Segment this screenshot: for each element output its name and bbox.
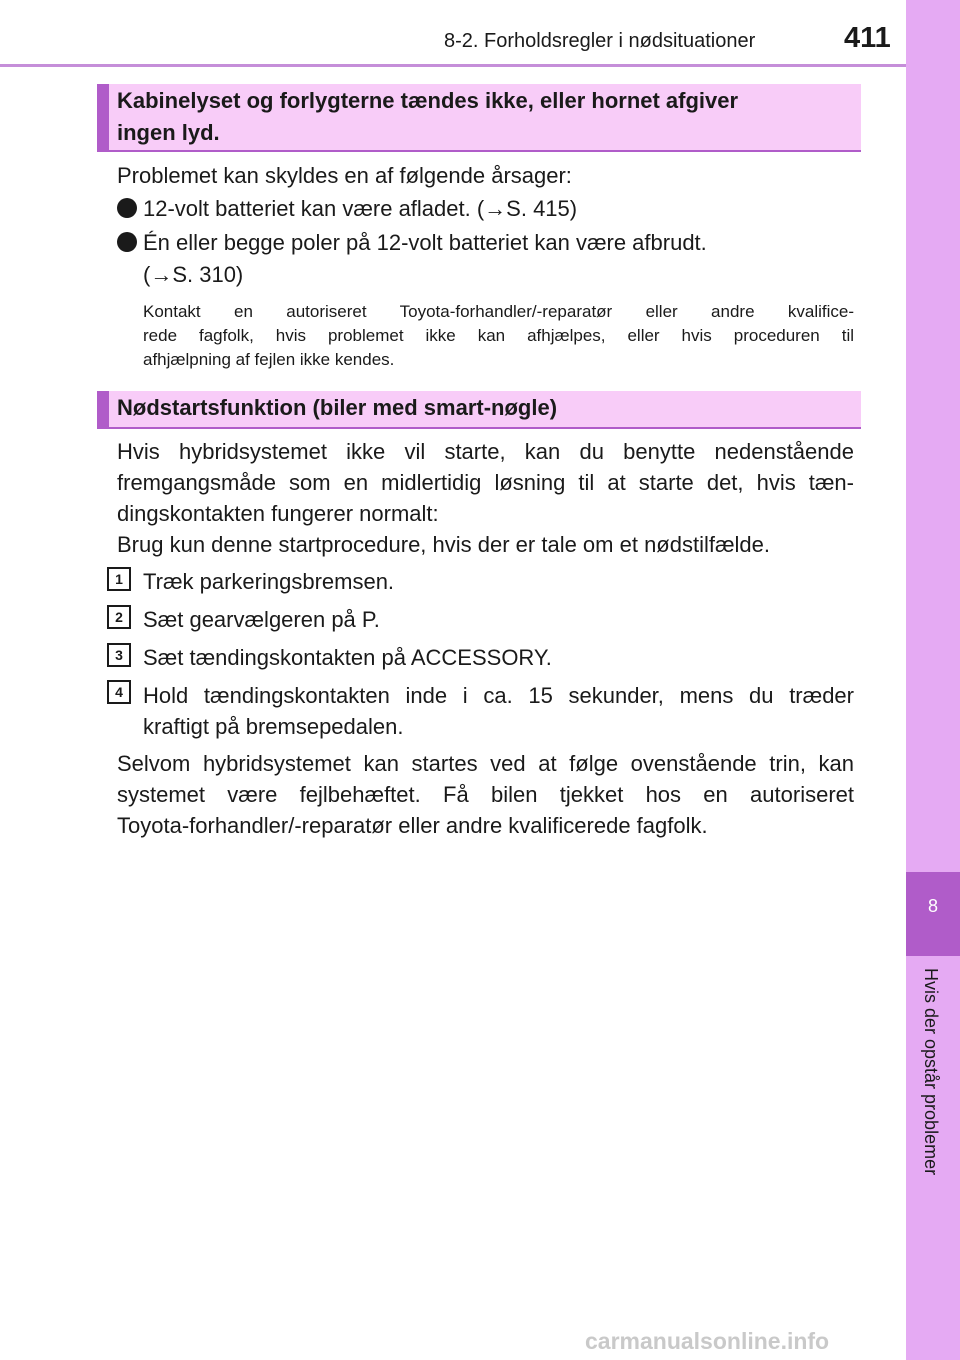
step-number-box: 3: [107, 643, 131, 667]
bullet-icon: [117, 198, 137, 218]
step-text: Sæt tændingskontakten på ACCESSORY.: [143, 645, 552, 670]
step-number-box: 2: [107, 605, 131, 629]
section-title: 8-2. Forholdsregler i nødsituationer: [444, 30, 756, 52]
step-text-continuation: kraftigt på bremsepedalen.: [143, 714, 404, 739]
intro-text: Problemet kan skyldes en af følgende årsager:: [117, 163, 572, 188]
chapter-title: Hvis der opstår problemer: [921, 968, 941, 1176]
note-line: rede fagfolk, hvis problemet ikke kan afhjælpes, eller hvis proceduren til: [143, 326, 854, 345]
note-line: afhjælpning af fejlen ikke kendes.: [143, 350, 395, 369]
closing-line: Toyota-forhandler/-reparatør eller andre kvalificerede fagfolk.: [117, 813, 708, 838]
paragraph-line: fremgangsmåde som en midlertidig løsning til at starte det, hvis tæn-: [117, 470, 854, 495]
note-text: [143, 300, 854, 372]
note-line: Kontakt en autoriseret Toyota-forhandler/-reparatør eller andre kvalifice-: [143, 302, 854, 321]
watermark-text: carmanualsonline.info: [585, 1328, 830, 1354]
step-text: Sæt gearvælgeren på P.: [143, 607, 380, 632]
heading-line-1: Kabinelyset og forlygterne tændes ikke, eller hornet afgiver: [117, 88, 739, 113]
closing-line: Selvom hybridsystemet kan startes ved at følge ovenstående trin, kan: [117, 751, 854, 776]
bullet-icon: [117, 232, 137, 252]
closing-line: systemet være fejlbehæftet. Få bilen tjekket hos en autoriseret: [117, 782, 854, 807]
paragraph-line: dingskontakten fungerer normalt:: [117, 501, 439, 526]
section-heading-lights: [97, 84, 861, 152]
step-text: Træk parkeringsbremsen.: [143, 569, 395, 594]
heading-line-2: ingen lyd.: [117, 120, 220, 145]
heading-text: Nødstartsfunktion (biler med smart-nøgle): [117, 395, 558, 420]
step-text: Hold tændingskontakten inde i ca. 15 sekunder, mens du træder: [143, 683, 854, 708]
header-divider: [0, 64, 960, 67]
section-heading-emergency-start: [97, 391, 861, 429]
bullet-item-continuation: (→S. 310): [143, 262, 244, 287]
step-number-box: 1: [107, 567, 131, 591]
paragraph-line: Brug kun denne startprocedure, hvis der er tale om et nødstilfælde.: [117, 532, 771, 557]
chapter-number: 8: [927, 896, 938, 916]
bullet-item: Én eller begge poler på 12-volt batteriet kan være afbrudt.: [143, 230, 707, 255]
step-number-box: 4: [107, 680, 131, 704]
page-number: 411: [844, 22, 891, 54]
paragraph-line: Hvis hybridsystemet ikke vil starte, kan du benytte nedenstående: [117, 439, 854, 464]
bullet-item: 12-volt batteriet kan være afladet. (→S. 415): [143, 196, 578, 221]
